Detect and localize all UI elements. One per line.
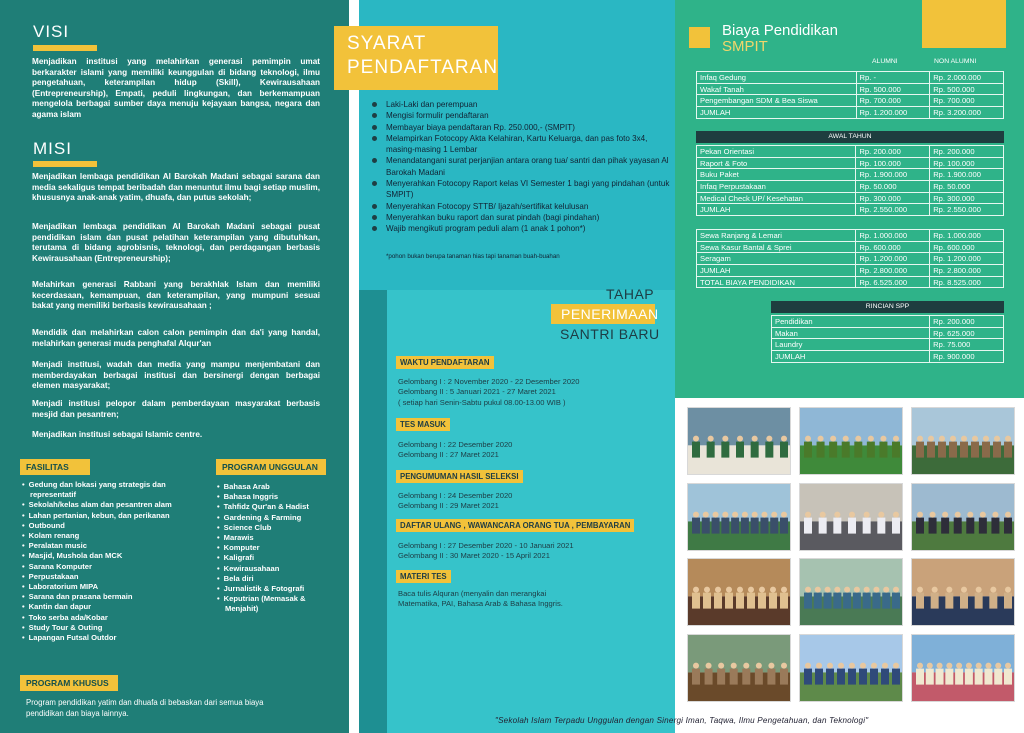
fee-amount: Rp. 1.000.000: [930, 230, 1004, 242]
fee-row: [772, 316, 1004, 328]
fee-row: [697, 181, 1004, 193]
fee-amount: Rp. 100.000: [930, 157, 1004, 169]
fee-amount: Rp. 50.000: [930, 181, 1004, 193]
schedule-line: Gelombang II : 5 Januari 2021 - 27 Maret 2021: [398, 387, 556, 397]
fee-amount: Rp. 50.000: [856, 181, 930, 193]
fee-amount: Rp. 900.000: [930, 351, 1004, 363]
syarat-list: [372, 99, 672, 235]
fee-amount: Rp. 200.000: [930, 146, 1004, 158]
fasilitas-item: • Gedung dan lokasi yang strategis dan representatif: [22, 480, 192, 500]
tahap-title-line2: PENERIMAAN: [561, 306, 659, 322]
fee-item-label: Sewa Ranjang & Lemari: [697, 230, 856, 242]
fee-amount: Rp. 75.000: [930, 339, 1004, 351]
fee-amount: Rp. 200.000: [930, 316, 1004, 328]
fasilitas-item: • Kolam renang: [22, 531, 192, 541]
misi-item: Menjadikan lembaga pendidikan Al Barokah Madani sebagai pusat pendidikan islam dan pusat pelatihan keterampilan yang dibutuhkan, terutama di bidang agrobisnis, teknologi, dan perdagangan berbasis Kewirausahaan (Entrepreneurship);: [32, 222, 320, 263]
fee-amount: Rp. 1.200.000: [856, 107, 930, 119]
group-photo-icon: [687, 407, 791, 475]
syarat-item: Laki-Laki dan perempuan: [372, 99, 672, 110]
schedule-line: Gelombang I : 27 Desember 2020 - 10 Januari 2021: [398, 541, 574, 550]
syarat-title-line2: PENDAFTARAN: [347, 57, 499, 78]
program-unggulan-list: [217, 482, 337, 615]
fasilitas-item: • Masjid, Mushola dan MCK: [22, 551, 192, 561]
classroom-icon: [799, 483, 903, 551]
fee-row: [697, 83, 1004, 95]
program-item: • Komputer: [217, 543, 337, 553]
syarat-title: [347, 32, 498, 80]
program-item: • Kewirausahaan: [217, 564, 337, 574]
syarat-item: Menyerahkan buku raport dan surat pindah (bagi pindahan): [372, 212, 672, 223]
fee-amount: Rp. 300.000: [930, 192, 1004, 204]
fee-item-label: Makan: [772, 327, 930, 339]
fee-amount: Rp. 2.800.000: [930, 265, 1004, 277]
syarat-item: Wajib mengikuti program peduli alam (1 anak 1 pohon*): [372, 223, 672, 234]
syarat-item: Melampirkan Fotocopy Akta Kelahiran, Kartu Keluarga, dan pas foto 3x4, masing-masing 1 Lembar: [372, 133, 672, 156]
schedule-line: Gelombang II : 29 Maret 2021: [398, 501, 499, 511]
fee-amount: Rp. 600.000: [930, 241, 1004, 253]
fee-amount: Rp. 200.000: [856, 146, 930, 158]
fee-row: [772, 351, 1004, 363]
fee-amount: Rp. 625.000: [930, 327, 1004, 339]
program-item: • Bahasa Inggris: [217, 492, 337, 502]
program-item: • Bela diri: [217, 574, 337, 584]
corner-accent: [922, 0, 1006, 48]
tes-masuk-tag: TES MASUK: [396, 418, 450, 431]
lineup-icon: [799, 634, 903, 702]
tahap-title-line1: TAHAP: [606, 286, 655, 302]
fasilitas-item: • Kantin dan dapur: [22, 602, 192, 612]
fee-amount: Rp. 700.000: [856, 95, 930, 107]
fee-item-label: Sewa Kasur Bantal & Sprei: [697, 241, 856, 253]
fasilitas-item: • Peralatan music: [22, 541, 192, 551]
tahap-title-line3: SANTRI BARU: [560, 326, 660, 342]
fee-item-label: Pengembangan SDM & Bea Siswa: [697, 95, 857, 107]
fee-amount: Rp. 2.800.000: [856, 265, 930, 277]
program-item: • Bahasa Arab: [217, 482, 337, 492]
daftar-ulang-text: [398, 541, 574, 562]
program-item: • Kaligrafi: [217, 553, 337, 563]
fasilitas-item: • Lapangan Futsal Outdor: [22, 633, 192, 643]
waktu-pendaftaran-text: [398, 377, 580, 408]
fee-amount: Rp. 1.200.000: [856, 253, 930, 265]
biaya-title: Biaya Pendidikan: [722, 22, 838, 39]
col-non-alumni: NON ALUMNI: [934, 58, 977, 65]
fee-row: [697, 192, 1004, 204]
biaya-subtitle: SMPIT: [722, 38, 768, 55]
fasilitas-item: • Toko serba ada/Kobar: [22, 613, 192, 623]
fee-item-label: Medical Check UP/ Kesehatan: [697, 192, 856, 204]
square-icon: [689, 27, 710, 48]
fee-amount: Rp. 700.000: [930, 95, 1004, 107]
fee-amount: Rp. -: [856, 72, 930, 84]
fee-amount: Rp. 2.550.000: [856, 204, 930, 216]
fee-item-label: JUMLAH: [697, 204, 856, 216]
fee-amount: Rp. 1.000.000: [856, 230, 930, 242]
schedule-line: Gelombang I : 2 November 2020 - 22 Desember 2020: [398, 377, 580, 386]
certificate-icon: [911, 634, 1015, 702]
fee-amount: Rp. 1.900.000: [856, 169, 930, 181]
fasilitas-item: • Sekolah/kelas alam dan pesantren alam: [22, 500, 192, 510]
fee-amount: Rp. 3.200.000: [930, 107, 1004, 119]
awal-tahun-bar: AWAL TAHUN: [696, 131, 1004, 143]
syarat-title-line1: SYARAT: [347, 33, 427, 54]
visi-title: VISI: [33, 22, 70, 41]
fee-item-label: Buku Paket: [697, 169, 856, 181]
fee-amount: Rp. 2.000.000: [930, 72, 1004, 84]
fee-item-label: JUMLAH: [697, 265, 856, 277]
misi-underline: [33, 161, 97, 167]
materi-tes-tag: MATERI TES: [396, 570, 451, 583]
field-group-icon: [799, 407, 903, 475]
fee-item-label: Infaq Gedung: [697, 72, 857, 84]
fee-amount: Rp. 8.525.000: [930, 276, 1004, 288]
fee-amount: Rp. 100.000: [856, 157, 930, 169]
fee-table-2: [696, 145, 1004, 216]
fee-row: [697, 230, 1004, 242]
fee-row: [697, 204, 1004, 216]
fee-row: [697, 265, 1004, 277]
schedule-line: Gelombang II : 30 Maret 2020 - 15 April 2021: [398, 551, 550, 561]
program-item: • Tahfidz Qur'an & Hadist: [217, 502, 337, 512]
schedule-line: ( setiap hari Senin-Sabtu pukul 08.00-13.00 WIB ): [398, 397, 566, 407]
misi-item: Menjadikan institusi sebagai Islamic centre.: [32, 430, 203, 439]
fasilitas-item: • Outbound: [22, 521, 192, 531]
fee-table-1: [696, 71, 1004, 119]
fee-row: [697, 241, 1004, 253]
fasilitas-item: • Lahan pertanian, kebun, dan perikanan: [22, 511, 192, 521]
pengumuman-text: [398, 491, 512, 512]
syarat-item: Menandatangani surat perjanjian antara orang tua/ santri dan pihak yayasan Al Barokah Madani: [372, 155, 672, 178]
misi-item: Menjadi institusi, wadah dan media yang mampu menjembatani dan memberdayakan berbagai institusi dan bersinergi dengan berbagai elemen masyarakat;: [32, 360, 320, 391]
program-item: • Jurnalistik & Fotografi: [217, 584, 337, 594]
program-khusus-text: Program pendidikan yatim dan dhuafa di bebaskan dari semua biaya pendidikan dan biaya lainnya.: [26, 698, 264, 718]
visi-underline: [33, 45, 97, 51]
fee-item-label: Wakaf Tanah: [697, 83, 857, 95]
fee-amount: Rp. 2.550.000: [930, 204, 1004, 216]
fee-row: [697, 253, 1004, 265]
fasilitas-item: • Sarana dan prasana bermain: [22, 592, 192, 602]
fee-item-label: Pendidikan: [772, 316, 930, 328]
fee-row: [697, 95, 1004, 107]
parade-icon: [911, 407, 1015, 475]
col-alumni: ALUMNI: [872, 58, 898, 65]
motto: "Sekolah Islam Terpadu Unggulan dengan Sinergi Iman, Taqwa, Ilmu Pengetahuan, dan Teknologi": [495, 716, 869, 725]
fee-item-label: Raport & Foto: [697, 157, 856, 169]
schedule-line: Gelombang II : 27 Maret 2021: [398, 450, 499, 460]
fee-row: [697, 276, 1004, 288]
misi-title: MISI: [33, 139, 72, 158]
fee-amount: Rp. 1.900.000: [930, 169, 1004, 181]
materi-tes-text: [398, 589, 563, 610]
fee-amount: Rp. 6.525.000: [856, 276, 930, 288]
fasilitas-item: • Perpustakaan: [22, 572, 192, 582]
fee-item-label: TOTAL BIAYA PENDIDIKAN: [697, 276, 856, 288]
fee-amount: Rp. 500.000: [856, 83, 930, 95]
fishing-pond-icon: [799, 558, 903, 626]
program-khusus-tag: PROGRAM KHUSUS: [20, 675, 118, 691]
fasilitas-item: • Sarana Komputer: [22, 562, 192, 572]
program-item: • Marawis: [217, 533, 337, 543]
schedule-line: Gelombang I : 22 Desember 2020: [398, 440, 513, 449]
program-unggulan-tag: PROGRAM UNGGULAN: [216, 459, 326, 475]
fee-row: [772, 327, 1004, 339]
fee-item-label: Seragam: [697, 253, 856, 265]
fasilitas-tag: FASILITAS: [20, 459, 90, 475]
syarat-item: Menyerahkan Fotocopy Raport kelas VI Semester 1 bagi yang pindahan (untuk SMPIT): [372, 178, 672, 201]
waktu-pendaftaran-tag: WAKTU PENDAFTARAN: [396, 356, 494, 369]
fee-table-3: [696, 229, 1004, 288]
fee-amount: Rp. 500.000: [930, 83, 1004, 95]
program-item: • Science Club: [217, 523, 337, 533]
fasilitas-item: • Laboratorium MIPA: [22, 582, 192, 592]
misi-item: Mendidik dan melahirkan calon calon pemimpin dan da'i yang handal, melahirkan generasi muda penghafal Alqur'an: [32, 328, 320, 348]
fasilitas-item: • Study Tour & Outing: [22, 623, 192, 633]
syarat-note: *pohon bukan berupa tanaman hias tapi tanaman buah-buahan: [386, 253, 560, 260]
program-item: • Keputrian (Memasak & Menjahit): [217, 594, 337, 614]
fee-row: [697, 169, 1004, 181]
syarat-item: Menyerahkan Fotocopy STTB/ Ijazah/sertifikat kelulusan: [372, 201, 672, 212]
program-item: • Gardening & Farming: [217, 513, 337, 523]
rincian-spp-bar: RINCIAN SPP: [771, 301, 1004, 313]
fee-item-label: JUMLAH: [772, 351, 930, 363]
schedule-line: Matematika, PAI, Bahasa Arab & Bahasa Inggris.: [398, 599, 563, 609]
misi-item: Melahirkan generasi Rabbani yang berakhlak Islam dan memiliki kecerdasaan, kemampuan, dan keterampilan, yang mumpuni sesuai bakat yang memiliki berbasis kewirausahaan ;: [32, 280, 320, 311]
schedule-line: Baca tulis Alquran (menyalin dan merangkai: [398, 589, 547, 598]
tes-masuk-text: [398, 440, 512, 461]
fee-amount: Rp. 600.000: [856, 241, 930, 253]
fee-row: [697, 72, 1004, 84]
fee-row: [697, 146, 1004, 158]
visi-text: Menjadikan institusi yang melahirkan generasi pemimpin umat berkarakter islami yang memiliki keunggulan di bidang teknologi, ilmu pengetahuan, keterampilan hidup (Skill), Kewirausahaan (Entrepreneurship), Empati, peduli lingkungan, dan berkemampuan mengelola berbagai sumber daya menuju kejayaan bangsa, negara dan agama islam: [32, 57, 320, 119]
panel-gap: [349, 0, 359, 733]
group-stage-icon: [911, 558, 1015, 626]
fee-item-label: Laundry: [772, 339, 930, 351]
misi-item: Menjadikan lembaga pendidikan Al Barokah Madani sebagai sarana dan media sekaligus tempat beribadah dan menuntut ilmu bagi setiap muslim, khususnya anak-anak yatim, dhuafa, dan putus sekolah;: [32, 172, 320, 203]
fee-item-label: JUMLAH: [697, 107, 857, 119]
syarat-item: Mengisi formulir pendaftaran: [372, 110, 672, 121]
students-outdoor-icon: [687, 483, 791, 551]
fee-amount: Rp. 1.200.000: [930, 253, 1004, 265]
fee-amount: Rp. 300.000: [856, 192, 930, 204]
fee-row: [697, 157, 1004, 169]
archery-icon: [911, 483, 1015, 551]
farming-icon: [687, 634, 791, 702]
fee-item-label: Infaq Perpustakaan: [697, 181, 856, 193]
syarat-item: Membayar biaya pendaftaran Rp. 250.000,- (SMPIT): [372, 122, 672, 133]
pengumuman-tag: PENGUMUMAN HASIL SELEKSI: [396, 470, 523, 483]
schedule-line: Gelombang I : 24 Desember 2020: [398, 491, 513, 500]
award-ceremony-icon: [687, 558, 791, 626]
daftar-ulang-tag: DAFTAR ULANG , WAWANCARA ORANG TUA , PEMBAYARAN: [396, 519, 634, 532]
misi-item: Menjadi institusi pelopor dalam pemberdayaan masyarakat berbasis mesjid dan pesantren;: [32, 399, 320, 419]
fee-row: [772, 339, 1004, 351]
fasilitas-list: [22, 480, 192, 643]
fee-row: [697, 107, 1004, 119]
spp-table: [771, 315, 1004, 363]
fee-item-label: Pekan Orientasi: [697, 146, 856, 158]
